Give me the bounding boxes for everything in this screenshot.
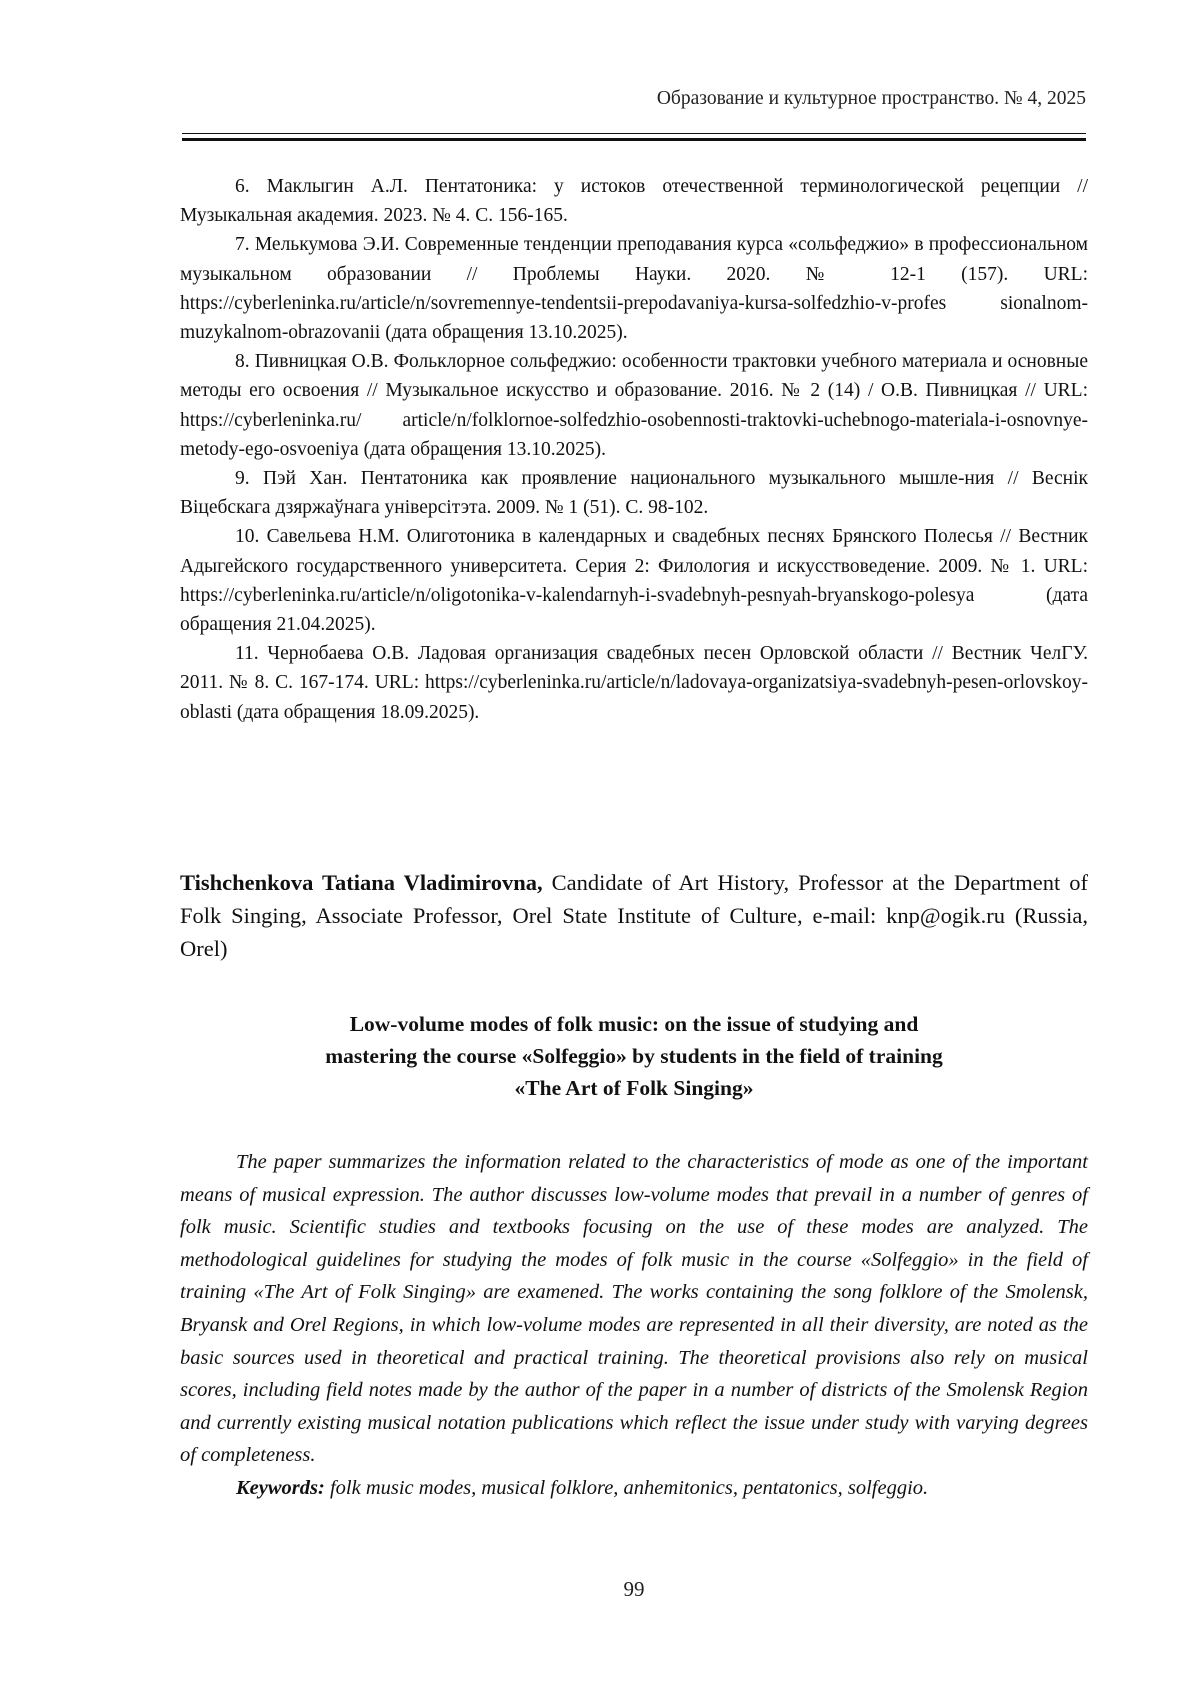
header-rule-thick xyxy=(182,138,1086,141)
journal-title: Образование и культурное пространство. № 4, 2025 xyxy=(656,88,1086,109)
article-title xyxy=(180,1008,1088,1104)
reference-item-9: 9. Пэй Хан. Пентатоника как проявление национального музыкального мышле-ния // Веснік Віцебскага дзяржаўнага універсітэта. 2009. № 1 (51). С. 98-102. xyxy=(180,468,1088,519)
author-info xyxy=(180,866,1088,965)
reference-item-8: 8. Пивницкая О.В. Фольклорное сольфеджио: особенности трактовки учебного материала и основные методы его освоения // Музыкальное искусство и образование. 2016. № 2 (14) / О.В. Пивницкая // URL: https://cyberleninka.ru/ article/n/folklornoe-solfedzhio-osobennosti-traktovki-uchebnogo-materiala-i-osnovnye-metody-ego-osvoeniya (дата обращения 13.10.2025). xyxy=(180,351,1088,460)
keywords-text: folk music modes, musical folklore, anhemitonics, pentatonics, solfeggio. xyxy=(324,1476,929,1499)
abstract xyxy=(180,1146,1088,1505)
keywords-line xyxy=(180,1472,1088,1505)
title-line-2: mastering the course «Solfeggio» by students in the field of training xyxy=(325,1044,943,1068)
reference-item-11: 11. Чернобаева О.В. Ладовая организация свадебных песен Орловской области // Вестник ЧелГУ. 2011. № 8. С. 167-174. URL: https://cyberleninka.ru/article/n/ladovaya-organizatsiya-svadebnyh-pesen-orlovskoy-oblasti (дата обращения 18.09.2025). xyxy=(180,643,1088,723)
reference-list xyxy=(180,172,1088,727)
reference-item-7: 7. Мелькумова Э.И. Современные тенденции преподавания курса «сольфеджио» в профессиональном музыкальном образовании // Проблемы Науки. 2020. № 12-1 (157). URL: https://cyberleninka.ru/article/n/sovremennye-tendentsii-prepodavaniya-kursa-solfedzhio-v-profes sionalnom-muzykalnom-obrazovanii (дата обращения 13.10.2025). xyxy=(180,234,1088,344)
running-header xyxy=(182,88,1086,110)
author-name: Tishchenkova Tatiana Vladimirovna, xyxy=(180,870,543,895)
author-details: Candidate of Art History, Professor at the Department of Folk Singing, Associate Professor, Orel State Institute of Culture, e-mail: knp@ogik.ru (Russia, Orel) xyxy=(180,870,1089,961)
abstract-text: The paper summarizes the information related to the characteristics of mode as one of the important means of musical expression. The author discusses low-volume modes that prevail in a number of genres of folk music. Scientific studies and textbooks focusing on the use of these modes are analyzed. The methodological guidelines for studying the modes of folk music in the course «Solfeggio» in the field of training «The Art of Folk Singing» are examened. The works containing the song folklore of the Smolensk, Bryansk and Orel Regions, in which low-volume modes are represented in all their diversity, are noted as the basic sources used in theoretical and practical training. The theoretical provisions also rely on musical scores, including field notes made by the author of the paper in a number of districts of the Smolensk Region and currently existing musical notation publications which reflect the issue under study with varying degrees of completeness. xyxy=(180,1151,1088,1467)
header-rule-thin xyxy=(182,133,1086,134)
reference-item-6: 6. Маклыгин А.Л. Пентатоника: у истоков отечественной терминологической рецепции // Музыкальная академия. 2023. № 4. С. 156-165. xyxy=(180,176,1088,227)
title-line-3: «The Art of Folk Singing» xyxy=(514,1076,754,1100)
title-line-1: Low-volume modes of folk music: on the issue of studying and xyxy=(349,1012,919,1036)
reference-item-10: 10. Савельева Н.М. Олиготоника в календарных и свадебных песнях Брянского Полесья // Вестник Адыгейского государственного университета. Серия 2: Филология и искусствоведение. 2009. № 1. URL: https://cyberleninka.ru/article/n/oligotonika-v-kalendarnyh-i-svadebnyh-pesnyah-bryanskogo-polesya (дата обращения 21.04.2025). xyxy=(180,526,1088,636)
page-number: 99 xyxy=(623,1577,645,1601)
keywords-label: Keywords: xyxy=(236,1476,325,1499)
